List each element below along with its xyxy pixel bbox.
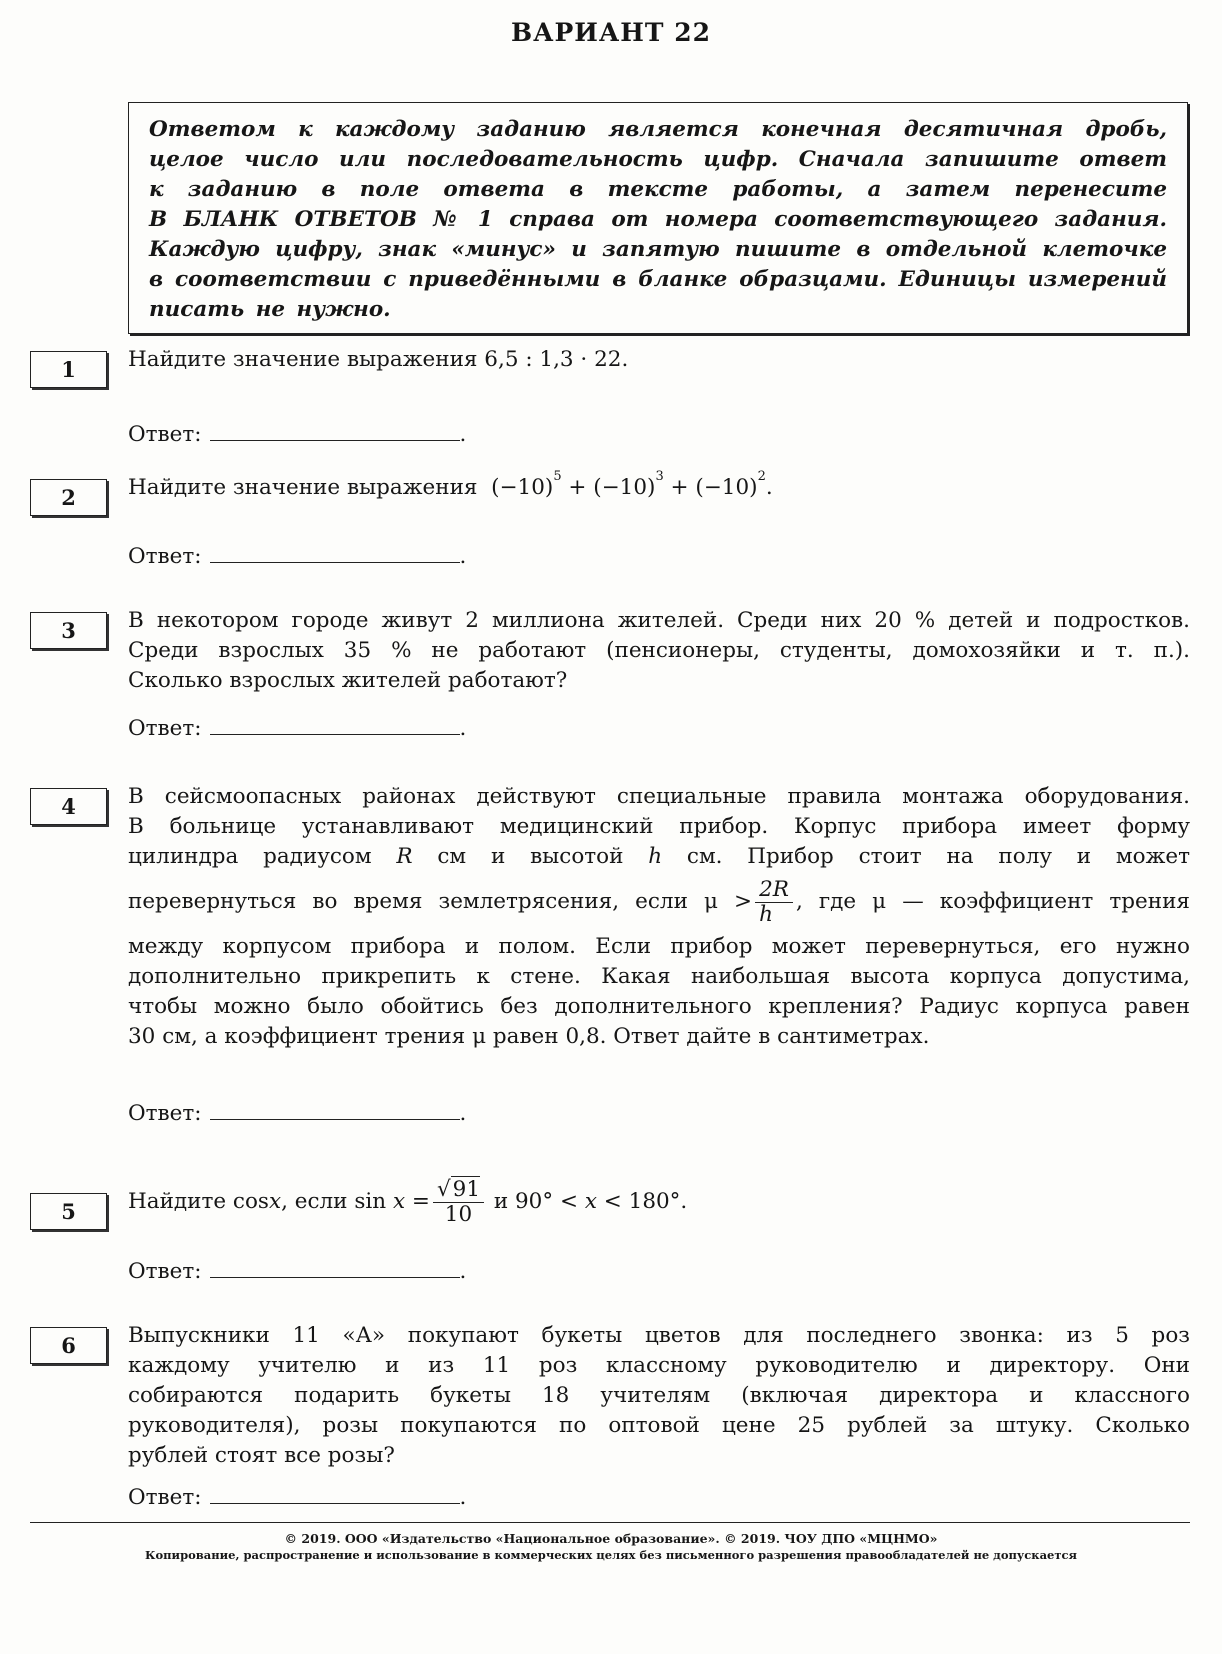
answer-label: Ответ: <box>128 1101 202 1126</box>
answer-dot: . <box>459 1259 467 1284</box>
answer-dot: . <box>459 1485 467 1510</box>
task-2-op: + <box>663 475 696 500</box>
task-4-line: 30 см, а коэффициент трения μ равен 0,8. Ответ дайте в сантиметрах. <box>128 1024 930 1049</box>
answer-field[interactable] <box>210 540 460 563</box>
task-2-term: (−10) <box>695 475 758 500</box>
instructions-line: Каждую цифру, знак «минус» и запятую пишите в отдельной клеточке <box>149 237 1167 262</box>
fraction: $\frac{√91}{10}$ <box>433 1178 484 1227</box>
task-4-line: В больнице устанавливают медицинский прибор. Корпус прибора имеет форму <box>128 814 1190 839</box>
task-2-prefix: Найдите значение выражения <box>128 475 478 500</box>
page-title: ВАРИАНТ 22 <box>511 18 711 47</box>
task-4-number: 4 <box>30 788 107 825</box>
task-5-number: 5 <box>30 1193 107 1230</box>
task-4-line: дополнительно прикрепить к стене. Какая наибольшая высота корпуса допустима, <box>128 964 1190 989</box>
task-3-answer <box>128 712 466 744</box>
answer-dot: . <box>459 716 467 741</box>
task-2-term: (−10) <box>491 475 554 500</box>
footer-copyright: © 2019. ООО «Издательство «Национальное образование». © 2019. ЧОУ ДПО «МЦНМО» <box>284 1531 938 1546</box>
task-2-exp: 5 <box>553 469 562 484</box>
answer-label: Ответ: <box>128 422 202 447</box>
task-4-line: В сейсмоопасных районах действуют специальные правила монтажа оборудования. <box>128 784 1190 809</box>
task-2-op: + <box>561 475 594 500</box>
task-1-text: Найдите значение выражения 6,5 : 1,3 · 22. <box>128 347 629 372</box>
answer-field[interactable] <box>210 1097 460 1120</box>
task-3-number: 3 <box>30 612 107 649</box>
answer-dot: . <box>459 544 467 569</box>
task-6-line: собираются подарить букеты 18 учителям (включая директора и классного <box>128 1383 1190 1408</box>
task-6-answer <box>128 1481 466 1513</box>
task-5-text: Найдите cosx, если sin x = $\frac{√91}{10}$ и 90° < x < 180°. <box>128 1176 688 1227</box>
task-6-text <box>128 1321 1190 1471</box>
instructions-line: целое число или последовательность цифр. Сначала запишите ответ <box>149 147 1167 172</box>
answer-label: Ответ: <box>128 1259 202 1284</box>
task-3-line: Сколько взрослых жителей работают? <box>128 668 568 693</box>
task-2-exp: 3 <box>655 469 664 484</box>
task-2-end: . <box>765 475 773 500</box>
answer-dot: . <box>459 1101 467 1126</box>
task-3-text <box>128 606 1190 696</box>
task-6-line: руководителя), розы покупаются по оптовой цене 25 рублей за штуку. Сколько <box>128 1413 1190 1438</box>
task-2-number: 2 <box>30 479 107 516</box>
instructions-box <box>128 102 1188 334</box>
instructions-line: писать не нужно. <box>149 297 391 322</box>
fraction: $\frac{2R}{h}$ <box>755 878 793 927</box>
task-6-line: каждому учителю и из 11 роз классному руководителю и директору. Они <box>128 1353 1190 1378</box>
instructions-line: к заданию в поле ответа в тексте работы, а затем перенесите <box>149 177 1167 202</box>
task-3-line: Среди взрослых 35 % не работают (пенсионеры, студенты, домохозяйки и т. п.). <box>128 638 1190 663</box>
task-2-answer <box>128 540 466 572</box>
task-4-line: между корпусом прибора и полом. Если прибор может перевернуться, его нужно <box>128 934 1190 959</box>
task-1-number: 1 <box>30 351 107 388</box>
answer-label: Ответ: <box>128 716 202 741</box>
task-1-answer <box>128 418 466 450</box>
answer-field[interactable] <box>210 418 460 441</box>
footer-divider <box>30 1522 1190 1523</box>
task-5-answer <box>128 1255 466 1287</box>
task-4-text <box>128 782 1190 1052</box>
instructions-line: в соответствии с приведёнными в бланке образцами. Единицы измерений <box>149 267 1167 292</box>
answer-label: Ответ: <box>128 1485 202 1510</box>
answer-field[interactable] <box>210 712 460 735</box>
task-4-line: цилиндра радиусом R см и высотой h см. Прибор стоит на полу и может <box>128 844 1190 869</box>
task-6-number: 6 <box>30 1327 107 1364</box>
answer-label: Ответ: <box>128 544 202 569</box>
instructions-line: Ответом к каждому заданию является конечная десятичная дробь, <box>149 117 1167 142</box>
answer-field[interactable] <box>210 1481 460 1504</box>
task-4-line: чтобы можно было обойтись без дополнительного крепления? Радиус корпуса равен <box>128 994 1190 1019</box>
task-6-line: рублей стоят все розы? <box>128 1443 395 1468</box>
task-2-exp: 2 <box>757 469 766 484</box>
answer-field[interactable] <box>210 1255 460 1278</box>
answer-dot: . <box>459 422 467 447</box>
task-2-text <box>128 469 1190 503</box>
task-4-answer <box>128 1097 466 1129</box>
instructions-line: В БЛАНК ОТВЕТОВ № 1 справа от номера соответствующего задания. <box>149 207 1167 232</box>
task-3-line: В некотором городе живут 2 миллиона жителей. Среди них 20 % детей и подростков. <box>128 608 1190 633</box>
task-4-formula-line: перевернуться во время землетрясения, если μ > $\frac{2R}{h}$ , где μ — коэффициент трения <box>128 876 1190 927</box>
task-6-line: Выпускники 11 «А» покупают букеты цветов для последнего звонка: из 5 роз <box>128 1323 1190 1348</box>
footer-notice: Копирование, распространение и использование в коммерческих целях без письменного разрешения правообладателей не допускается <box>144 1548 1077 1562</box>
task-2-term: (−10) <box>593 475 656 500</box>
